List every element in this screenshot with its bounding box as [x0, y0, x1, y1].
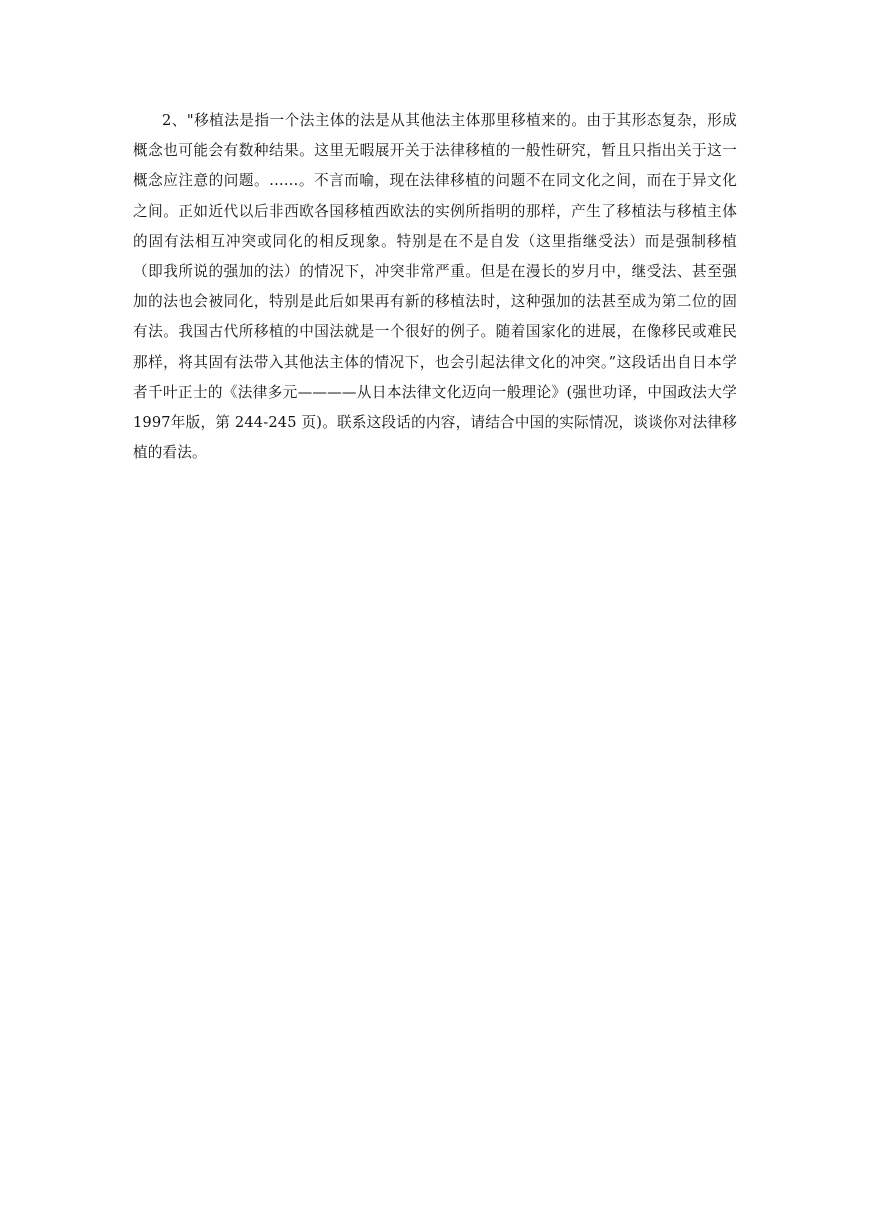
document-body — [133, 106, 737, 468]
question-paragraph: 2、"移植法是指一个法主体的法是从其他法主体那里移植来的。由于其形态复杂，形成概念也可能会有数种结果。这里无暇展开关于法律移植的一般性研究，暂且只指出关于这一概念应注意的问题。……。不言而喻，现在法律移植的问题不在同文化之间，而在于异文化之间。正如近代以后非西欧各国移植西欧法的实例所指明的那样，产生了移植法与移植主体的固有法相互冲突或同化的相反现象。特别是在不是自发（这里指继受法）而是强制移植（即我所说的强加的法）的情况下，冲突非常严重。但是在漫长的岁月中，继受法、甚至强加的法也会被同化，特别是此后如果再有新的移植法时，这种强加的法甚至成为第二位的固有法。我国古代所移植的中国法就是一个很好的例子。随着国家化的进展，在像移民或难民那样，将其固有法带入其他法主体的情况下，也会引起法律文化的冲突。”这段话出自日本学者千叶正士的《法律多元————从日本法律文化迈向一般理论》(强世功译，中国政法大学 1997年版，第 244-245 页)。联系这段话的内容，请结合中国的实际情况，谈谈你对法律移植的看法。 — [133, 112, 737, 462]
